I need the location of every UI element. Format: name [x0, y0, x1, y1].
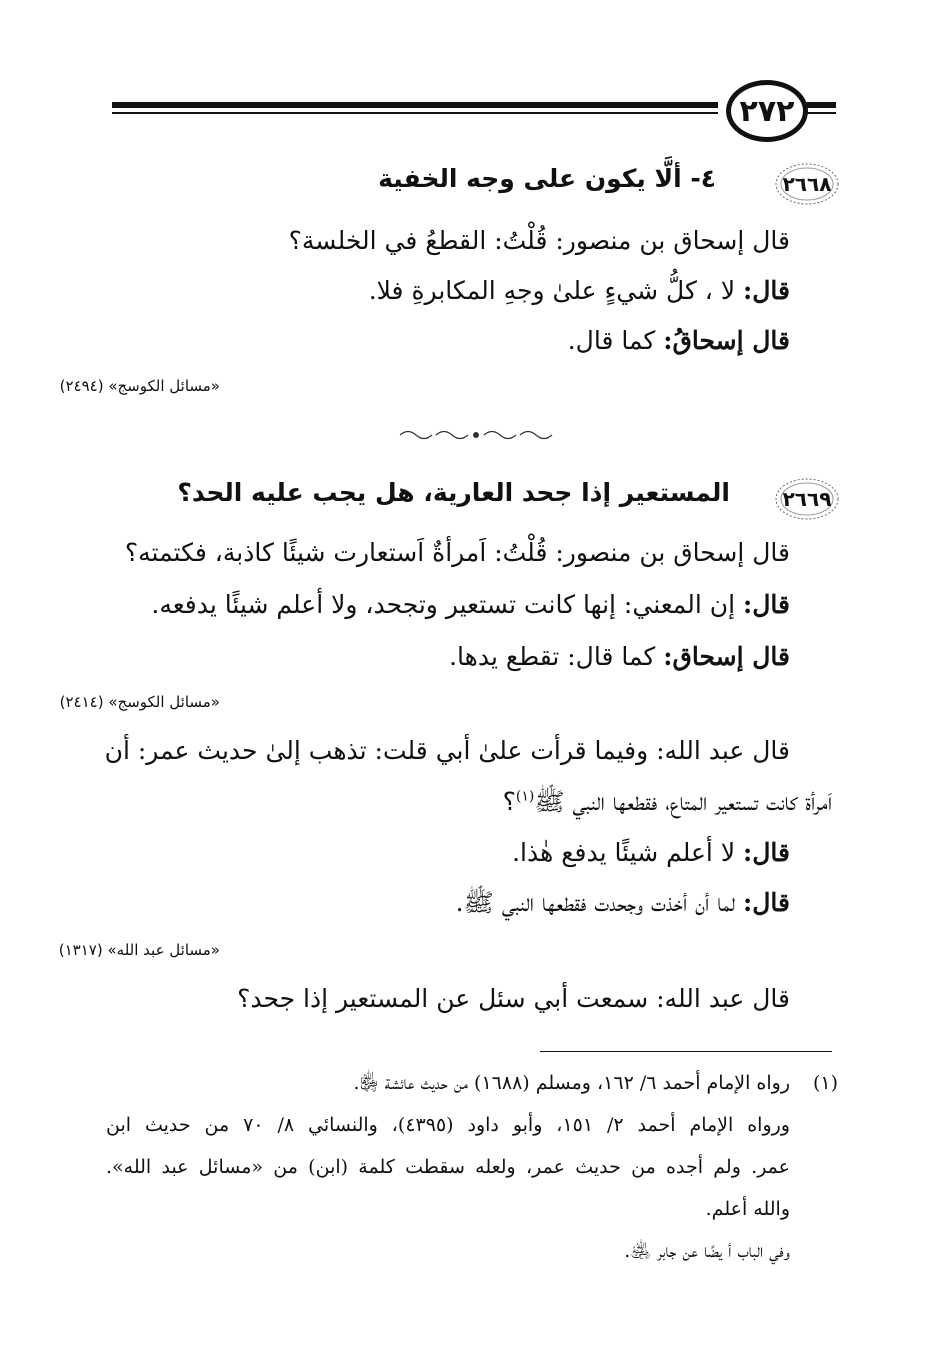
line-text: كما قال: تقطع يدها. [449, 642, 664, 671]
issue-number-rosette [774, 162, 840, 206]
issue-number-rosette [774, 477, 840, 521]
paragraph-line: قال عبد الله: وفيما قرأت علىٰ أبي قلت: تذهب إلىٰ حديث عمر: أن [104, 736, 790, 765]
text-line [125, 538, 790, 568]
text-line [449, 642, 790, 672]
line-text: لا أعلم شيئًا يدفع هٰذا. [512, 838, 744, 867]
text-line [512, 838, 790, 868]
text-line [289, 226, 790, 256]
speaker-label: قال: [743, 276, 790, 305]
question-mark: ؟ [502, 787, 516, 816]
section-title: ٤- ألَّا يكون على وجه الخفية [378, 164, 716, 193]
paragraph-line: قال عبد الله: سمعت أبي سئل عن المستعير إذا جحد؟ [237, 984, 790, 1013]
section-title: المستعير إذا جحد العارية، هل يجب عليه الحد؟ [177, 478, 730, 507]
citation: «مسائل الكوسج» (٢٤١٤) [59, 693, 220, 711]
line-text: قال إسحاق بن منصور: قُلْتُ: اَمرأةٌ اَستعارت شيئًا كاذبة، فكتمته؟ [124, 538, 790, 567]
line-text: لما أن أخذت وجحدت فقطعها النبي ﷺ. [455, 888, 744, 917]
line-text: لا ، كلُّ شيءٍ علىٰ وجهِ المكابرةِ فلا. [368, 276, 744, 305]
issue-number: ٢٦٦٨ [782, 172, 832, 196]
footnote-line: والله أعلم. [705, 1198, 790, 1220]
text-line [369, 276, 790, 306]
text-line [456, 888, 790, 918]
header-rule-right-thin [806, 112, 836, 114]
speaker-label: قال إسحاق: [663, 642, 790, 671]
text-line [568, 326, 790, 356]
footnote-line: رواه الإمام أحمد ٦/ ١٦٢، ومسلم (١٦٨٨) من حديث عائشة ﵂. [353, 1072, 790, 1094]
speaker-label: قال: [743, 888, 790, 917]
line-text: اَمرأة كانت تستعير المتاع، فقطعها النبي ﷺ [534, 787, 832, 816]
speaker-label: قال: [743, 838, 790, 867]
text-line [151, 590, 790, 620]
footnote-line: عمر. ولم أجده من حديث عمر، ولعله سقطت كلمة (ابن) من «مسائل عبد الله». [106, 1156, 790, 1178]
footnote-line: ورواه الإمام أحمد ٢/ ١٥١، وأبو داود (٤٣٩٥)، والنسائي ٨/ ٧٠ من حديث ابن [106, 1114, 790, 1136]
section-divider-ornament-icon [396, 428, 556, 442]
issue-number: ٢٦٦٩ [782, 487, 832, 511]
citation: «مسائل عبد الله» (١٣١٧) [58, 941, 220, 959]
footnote-marker: (١) [812, 1072, 838, 1094]
line-text: قال إسحاق بن منصور: قُلْتُ: القطعُ في الخلسة؟ [288, 226, 790, 255]
speaker-label: قال إسحاقُ: [663, 326, 790, 355]
footnote-rule [540, 1051, 832, 1052]
header-rule-thin [112, 112, 718, 114]
page-number-badge [726, 80, 808, 142]
line-text: كما قال. [567, 326, 664, 355]
footnote-line: وفي الباب أ يضًا عن جابر ﵁. [624, 1240, 790, 1262]
page-number: ٢٧٢ [739, 93, 795, 129]
line-text: إن المعني: إنها كانت تستعير وتجحد، ولا أعلم شيئًا يدفعه. [151, 590, 744, 619]
footnote-reference: (١) [515, 788, 535, 805]
header-rule-right [806, 102, 836, 108]
citation: «مسائل الكوسج» (٢٤٩٤) [59, 377, 220, 395]
paragraph-line [503, 787, 832, 817]
speaker-label: قال: [743, 590, 790, 619]
header-rule-thick [112, 102, 718, 108]
